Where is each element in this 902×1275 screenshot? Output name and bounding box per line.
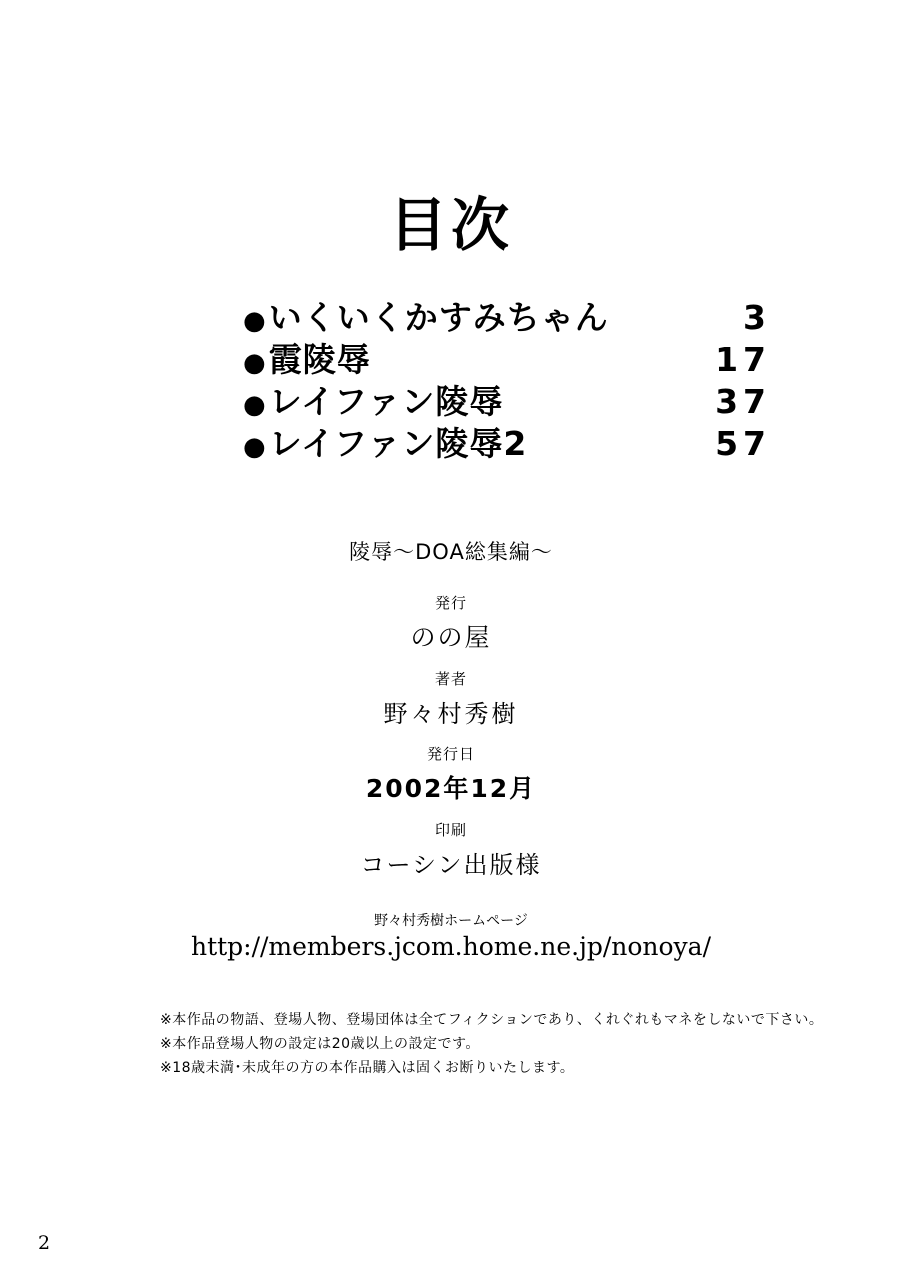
- bullet-icon: ●: [243, 348, 267, 378]
- homepage-label: 野々村秀樹ホームページ: [374, 913, 528, 929]
- publication-date: 2002年12月: [365, 774, 537, 803]
- page-title: 目次: [388, 191, 513, 259]
- toc-entry-label: レイファン陵辱2: [268, 424, 528, 463]
- notice-line: ※本作品の物語、登場人物、登場団体は全てフィクションであり、くれぐれもマネをしないで下さい。: [160, 1012, 824, 1028]
- toc-entry-label: レイファン陵辱: [268, 382, 504, 421]
- notice-line: ※18歳未満･未成年の方の本作品購入は固くお断りいたします。: [160, 1060, 575, 1077]
- page-number: 2: [38, 1232, 51, 1254]
- table-of-contents: [243, 292, 783, 463]
- toc-entry[interactable]: [243, 418, 783, 463]
- toc-entry-label: 霞陵辱: [268, 340, 371, 379]
- toc-entry-page: 57: [715, 424, 771, 463]
- printer-label: 印刷: [434, 821, 467, 839]
- legal-notices: [160, 1008, 824, 1080]
- toc-entry-page: 17: [715, 340, 771, 379]
- bullet-icon: ●: [243, 306, 267, 336]
- author-name: 野々村秀樹: [383, 700, 519, 728]
- toc-entry[interactable]: [243, 292, 783, 337]
- bullet-icon: ●: [243, 432, 267, 462]
- notice-line: ※本作品登場人物の設定は20歳以上の設定です。: [160, 1036, 480, 1053]
- colophon: [0, 536, 902, 961]
- printer-name: コーシン出版様: [360, 851, 542, 879]
- colophon-work-title: 陵辱～DOA総集編～: [349, 540, 553, 564]
- publisher-name: のの屋: [410, 623, 492, 652]
- publisher-label: 発行: [434, 594, 467, 612]
- toc-entry[interactable]: [243, 334, 783, 379]
- toc-entry-page: 37: [715, 382, 771, 421]
- bullet-icon: ●: [243, 390, 267, 420]
- toc-entry-page: 3: [743, 298, 771, 337]
- homepage-url[interactable]: http://members.jcom.home.ne.jp/nonoya/: [190, 932, 712, 961]
- publication-date-label: 発行日: [426, 745, 475, 763]
- author-label: 著者: [434, 670, 467, 688]
- toc-entry-label: いくいくかすみちゃん: [268, 298, 609, 337]
- toc-entry[interactable]: [243, 376, 783, 421]
